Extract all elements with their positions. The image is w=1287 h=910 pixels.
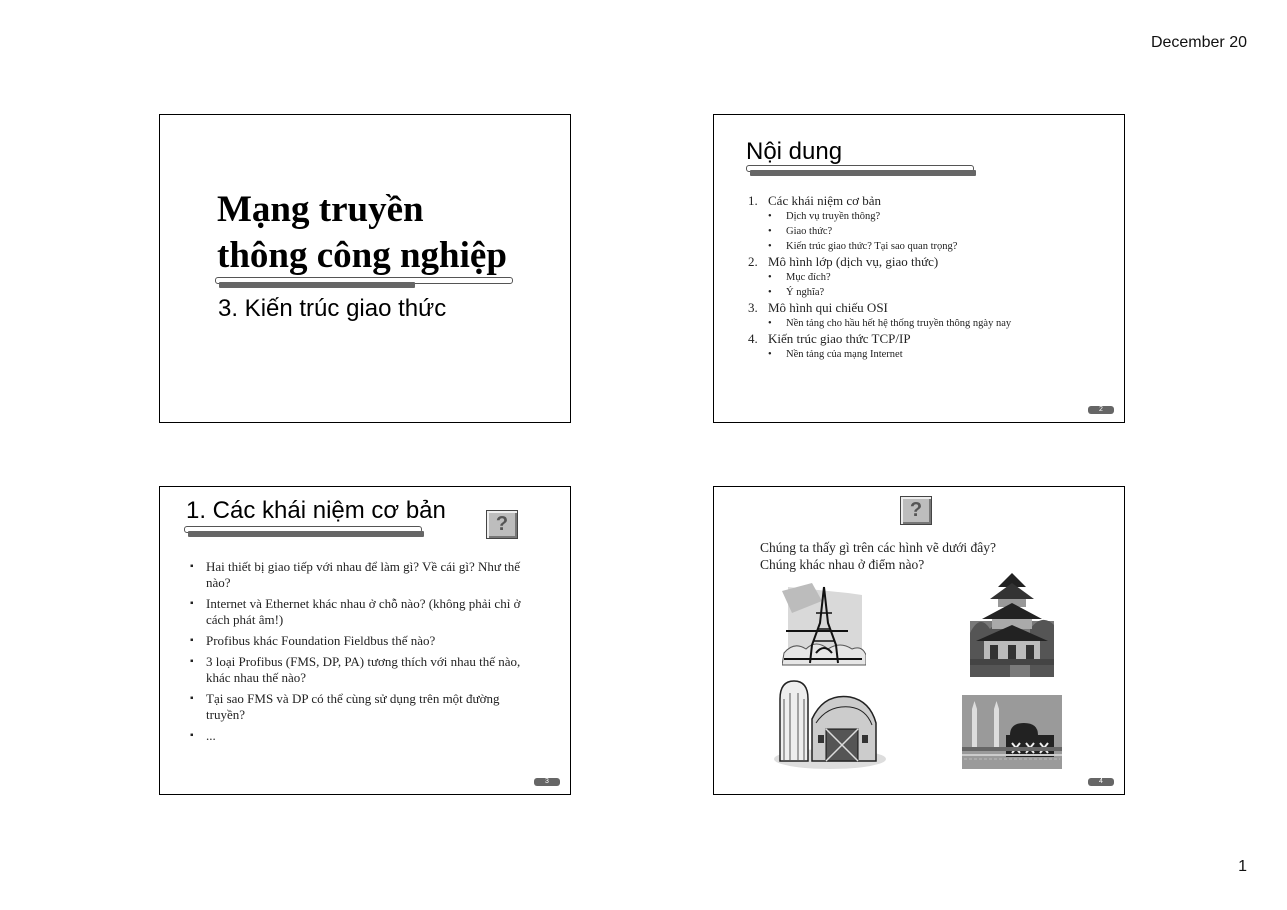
eiffel-tower-icon: [782, 583, 866, 669]
slide-title: 1. Các khái niệm cơ bản: [186, 497, 446, 524]
toc-section: 3. Mô hình qui chiếu OSI: [748, 300, 888, 315]
slide-question: [760, 539, 996, 573]
title-line-1: Mạng truyền: [217, 189, 424, 230]
toc-subitem: • Nền tảng của mạng Internet: [768, 349, 903, 360]
header-date: December 20: [1150, 34, 1247, 51]
toc-subitem: • Dịch vụ truyền thông?: [768, 211, 881, 222]
question-mark-icon: ?: [900, 496, 932, 525]
list-item: ▪ Internet và Ethernet khác nhau ở chỗ nào? (không phải chỉ ở cách phát âm!): [190, 596, 521, 627]
slide-2: [713, 114, 1125, 423]
pagoda-icon: [970, 573, 1054, 677]
slide-3: [159, 486, 571, 795]
toc-subitem: • Kiến trúc giao thức? Tại sao quan trọng?: [768, 241, 958, 252]
farm-barn-icon: [772, 679, 886, 771]
slide-subtitle: 3. Kiến trúc giao thức: [218, 295, 447, 322]
list-item: ▪ Tại sao FMS và DP có thể cùng sử dụng trên một đường truyền?: [190, 691, 500, 722]
toc-subitem: • Ý nghĩa?: [768, 287, 825, 298]
slide-page-badge: 3: [534, 778, 560, 786]
bullet-list: [190, 559, 540, 749]
question-line-1: Chúng ta thấy gì trên các hình vẽ dưới đây?: [760, 540, 997, 555]
table-of-contents: [748, 193, 1118, 362]
mosque-icon: [962, 695, 1062, 769]
slide-title: Nội dung: [746, 138, 843, 165]
title-decor-bar: [746, 167, 978, 175]
slide-page-badge: 2: [1088, 406, 1114, 414]
toc-subitem: • Giao thức?: [768, 226, 833, 237]
slide-4: [713, 486, 1125, 795]
question-line-2: Chúng khác nhau ở điểm nào?: [760, 557, 925, 572]
page-number: 1: [1238, 858, 1247, 875]
question-mark-icon: ?: [486, 510, 518, 539]
slide-page-badge: 4: [1088, 778, 1114, 786]
title-decor-bar: [184, 528, 424, 536]
toc-subitem: • Nền tảng cho hầu hết hệ thống truyền thông ngày nay: [768, 318, 1012, 329]
toc-subitem: • Mục đích?: [768, 272, 831, 283]
title-line-2: thông công nghiệp: [217, 235, 507, 276]
list-item: ▪ Profibus khác Foundation Fieldbus thế nào?: [190, 633, 436, 648]
list-item: ▪ Hai thiết bị giao tiếp với nhau để làm gì? Về cái gì? Như thế nào?: [190, 559, 521, 590]
toc-section: 4. Kiến trúc giao thức TCP/IP: [748, 331, 911, 346]
slide-1: [159, 114, 571, 423]
toc-section: 2. Mô hình lớp (dịch vụ, giao thức): [748, 254, 939, 269]
list-item: ▪ ...: [190, 728, 216, 743]
list-item: ▪ 3 loại Profibus (FMS, DP, PA) tương thích với nhau thế nào, khác nhau thế nào?: [190, 654, 521, 685]
slide-title: [217, 187, 507, 279]
toc-section: 1. Các khái niệm cơ bản: [748, 193, 882, 208]
title-decor-bar: [215, 279, 515, 287]
